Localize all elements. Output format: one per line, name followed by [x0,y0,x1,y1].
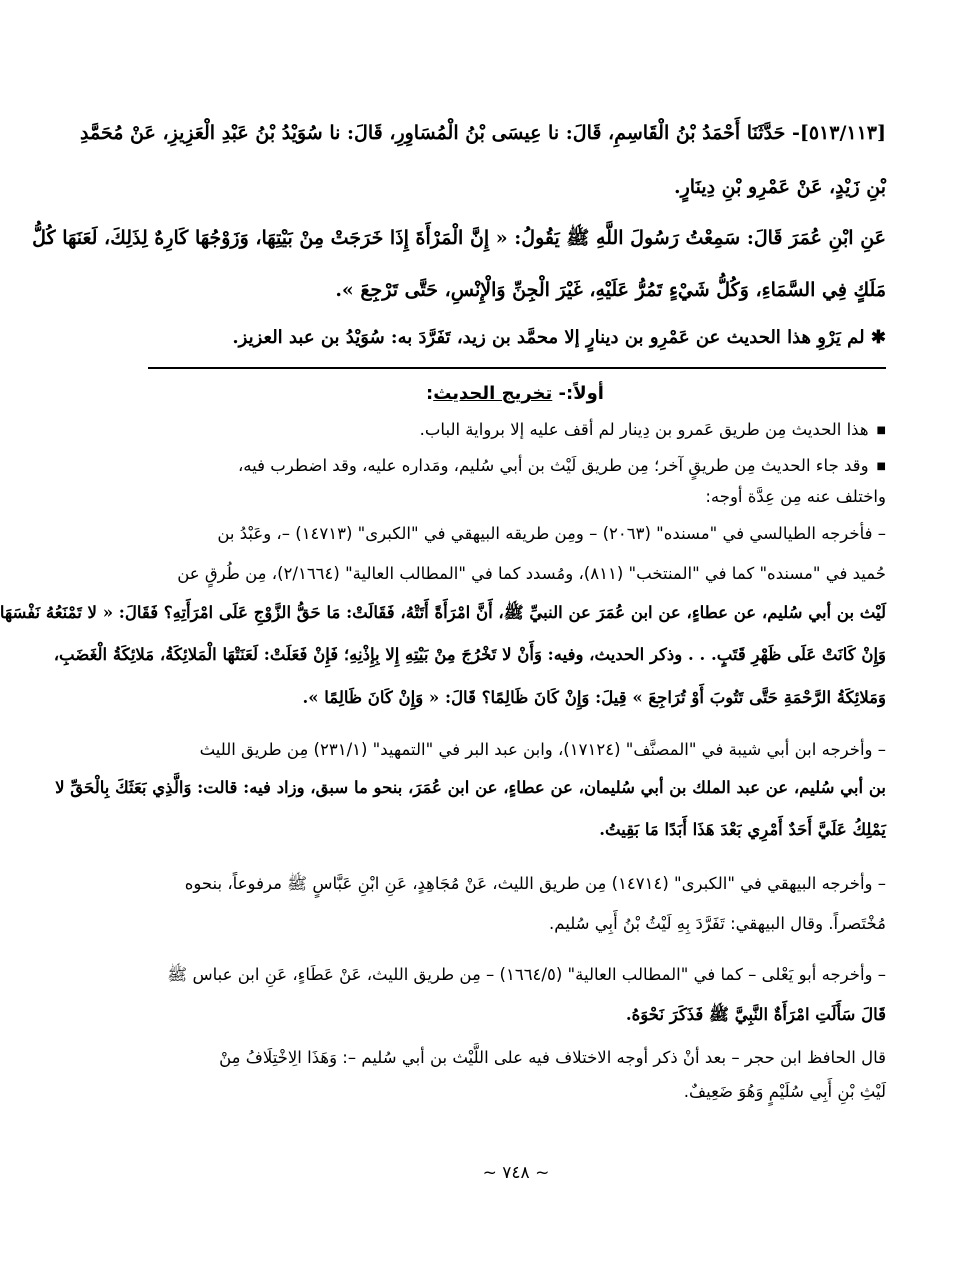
hadith-note: ✱ لم يَرْوِ هذا الحديث عن عَمْرِو بن دينارٍ إلا محمَّد بن زيد، تَفَرَّدَ به: سُوَيْدُ بن عبد العزيز. [232,327,886,348]
bullet-item-1: ■ هذا الحديث مِن طريق عَمرو بن دِينار لم أقف عليه إلا برواية الباب. [144,420,886,439]
takhrij-paragraph-2-line-1: – وأخرجه ابن أبي شيبة في "المصنَّف" (١٧١٢٤)، وابن عبد البر في "التمهيد" (٢٣١/١) مِن طريق الليث [199,740,886,759]
section-heading-title: تخريج الحديث [433,383,553,404]
takhrij-paragraph-3-line-1: – وأخرجه البيهقي في "الكبرى" (١٤٧١٤) مِن طريق الليث، عَنْ مُجَاهِدٍ، عَنِ ابْنِ عَبَّاسٍ ﷺ مرفوعاً، بنحوه [184,874,886,893]
bullet-item-2: ■ وقد جاء الحديث مِن طريقٍ آخر؛ مِن طريق لَيْث بن أبي سُليم، ومَداره عليه، وقد اضطرب فيه، [144,456,886,475]
hadith-matn-line-2: مَلَكٍ فِي السَّمَاءِ، وَكُلُّ شَيْءٍ تَمُرُّ عَلَيْهِ، غَيْرَ الْجِنِّ وَالْإِنْسِ، حَتَّى تَرْجِعَ ». [335,279,886,301]
bullet-item-2-continued: واختلف عنه مِن عِدَّة أوجه: [705,487,886,506]
section-heading [144,383,886,404]
takhrij-paragraph-1-line-3: لَيْث بن أبي سُليم، عن عطاءٍ، عن ابن عُمَرَ عن النبيِّ ﷺ، أَنَّ امْرَأَةً أَتَتْهُ، فَقَالَتْ: مَا حَقُّ الزَّوْجِ عَلَى امْرَأَتِهِ؟ فَقَالَ: « لا تَمْنَعُهُ نَفْسَهَا [0,603,886,622]
takhrij-paragraph-4-line-2: قَالَ سَأَلَتِ امْرَأَةٌ النَّبِيَّ ﷺ فَذَكَرَ نَحْوَهُ. [625,1005,886,1024]
takhrij-paragraph-1-line-5: وَمَلائِكَةُ الرَّحْمَةِ حَتَّى تَتُوبَ أَوْ تُرَاجِعَ » قِيلَ: وَإِنْ كَانَ ظَالِمًا؟ قَالَ: « وَإِنْ كَانَ ظَالِمًا ». [302,688,886,707]
takhrij-paragraph-3-line-2: مُخْتَصراً. وقال البيهقي: تَفَرَّدَ بِهِ لَيْثُ بْنُ أَبِي سُليم. [549,914,886,933]
takhrij-paragraph-2-line-2: بن أبي سُليم، عن عبد الملك بن أبي سُليمان، عن عطاءٍ، عن ابن عُمَرَ، بنحو ما سبق، وزاد فيه: قالت: وَالَّذِي بَعَثَكَ بِالْحَقِّ لا [55,778,886,797]
takhrij-paragraph-1-line-2: حُميد في "مسنده" كما في "المنتخب" (٨١١)، ومُسدد كما في "المطالب العالية" (٢/١٦٦٤)، مِن طُرقٍ عن [177,564,886,583]
takhrij-paragraph-1-line-4: وَإِنْ كَانَتْ عَلَى ظَهْرِ قَتَبٍ. . . وذكر الحديث، وفيه: وَأَنْ لا تَخْرُجَ مِنْ بَيْتِهِ إِلا بِإِذْنِهِ؛ فَإِنْ فَعَلَتْ: لَعَنَتْهَا الْمَلائِكَةُ، مَلائِكَةُ الْغَضَبِ، [53,645,886,664]
page-number: ~ ٧٤٨ ~ [482,1163,550,1183]
section-divider [148,367,886,369]
takhrij-paragraph-4-line-1: – وأخرجه أبو يَعْلى – كما في "المطالب العالية" (١٦٦٤/٥) – مِن طريق الليث، عَنْ عَطَاءٍ، عَنِ ابن عباس ﷺ [167,965,886,984]
hadith-isnad-line-2: بْنِ زَيْدٍ، عَنْ عَمْرِو بْنِ دِينَارٍ. [674,176,886,198]
hadith-matn-line-1: عَنِ ابْنِ عُمَرَ قَالَ: سَمِعْتُ رَسُولَ اللَّهِ ﷺ يَقُولُ: « إِنَّ الْمَرْأَةَ إِذَا خَرَجَتْ مِنْ بَيْتِهَا، وَزَوْجُهَا كَارِهٌ لِذَلِكَ، لَعَنَهَا كُلُّ [32,227,886,249]
ibn-hajar-quote-line-2: لَيْثِ بْنِ أَبِي سُلَيْمٍ وَهُوَ ضَعِيفٌ. [683,1082,886,1101]
takhrij-paragraph-2-line-3: يَمْلِكُ عَلَيَّ أَحَدٌ أَمْرِي بَعْدَ هَذَا أَبَدًا مَا بَقِيتُ. [599,820,886,839]
section-heading-suffix: : [426,383,434,404]
hadith-isnad-line-1: [٥١٣/١١٣]- حَدَّثَنَا أَحْمَدُ بْنُ الْقَاسِمِ، قَالَ: نا عِيسَى بْنُ الْمُسَاوِرِ، قَالَ: نا سُوَيْدُ بْنُ عَبْدِ الْعَزِيزِ، عَنْ مُحَمَّدِ [80,122,886,144]
section-heading-prefix: أولاً:- [552,383,604,404]
takhrij-paragraph-1-line-1: – فأخرجه الطيالسي في "مسنده" (٢٠٦٣) – ومِن طريقه البيهقي في "الكبرى" (١٤٧١٣) –، وعَبْدُ بن [217,524,886,543]
ibn-hajar-quote-line-1: قال الحافظ ابن حجر – بعد أنْ ذكر أوجه الاختلاف فيه على اللَّيْث بن أبي سُليم –: وَهَذَا الِاخْتِلَافُ مِنْ [219,1048,886,1067]
